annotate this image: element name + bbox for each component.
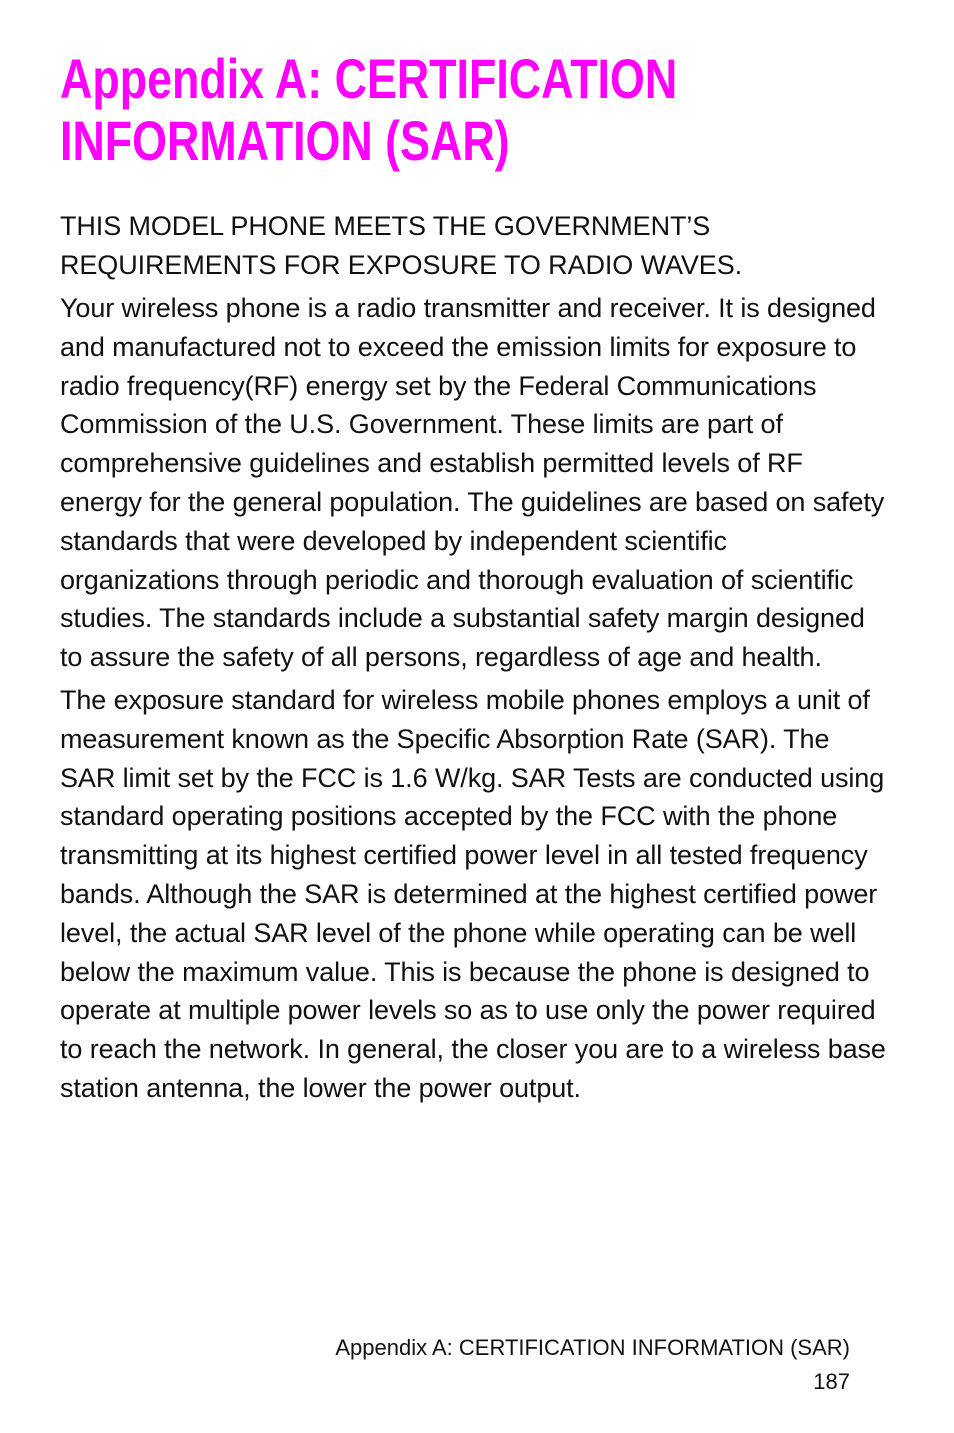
page-title-line-1: Appendix A: CERTIFICATION [60, 47, 678, 110]
compliance-statement: THIS MODEL PHONE MEETS THE GOVERNMENT’S REQUIREMENTS FOR EXPOSURE TO RADIO WAVES. [60, 211, 743, 280]
page-title [60, 48, 732, 172]
page-title-line-2: INFORMATION (SAR) [60, 109, 510, 172]
page-number: 187 [813, 1369, 850, 1394]
running-footer-title: Appendix A: CERTIFICATION INFORMATION (SAR) [335, 1335, 850, 1360]
main-content [60, 207, 890, 1108]
paragraph-sar-standard: The exposure standard for wireless mobile phones employs a unit of measurement known as the Specific Absorption Rate (SAR). The SAR limit set by the FCC is 1.6 W/kg. SAR Tests are conducted using standard operating positions accepted by the FCC with the phone transmitting at its highest certified power level in all tested frequency bands. Although the SAR is determined at the highest certified power level, the actual SAR level of the phone while operating can be well below the maximum value. This is because the phone is designed to operate at multiple power levels so as to use only the power required to reach the network. In general, the closer you are to a wireless base station antenna, the lower the power output. [60, 684, 886, 1103]
paragraph-rf-exposure: Your wireless phone is a radio transmitter and receiver. It is designed and manufactured not to exceed the emission limits for exposure to radio frequency(RF) energy set by the Federal Communications Commission of the U.S. Government. These limits are part of comprehensive guidelines and establish permitted levels of RF energy for the general population. The guidelines are based on safety standards that were developed by independent scientific organizations through periodic and thorough evaluation of scientific studies. The standards include a substantial safety margin designed to assure the safety of all persons, regardless of age and health. [60, 293, 885, 673]
